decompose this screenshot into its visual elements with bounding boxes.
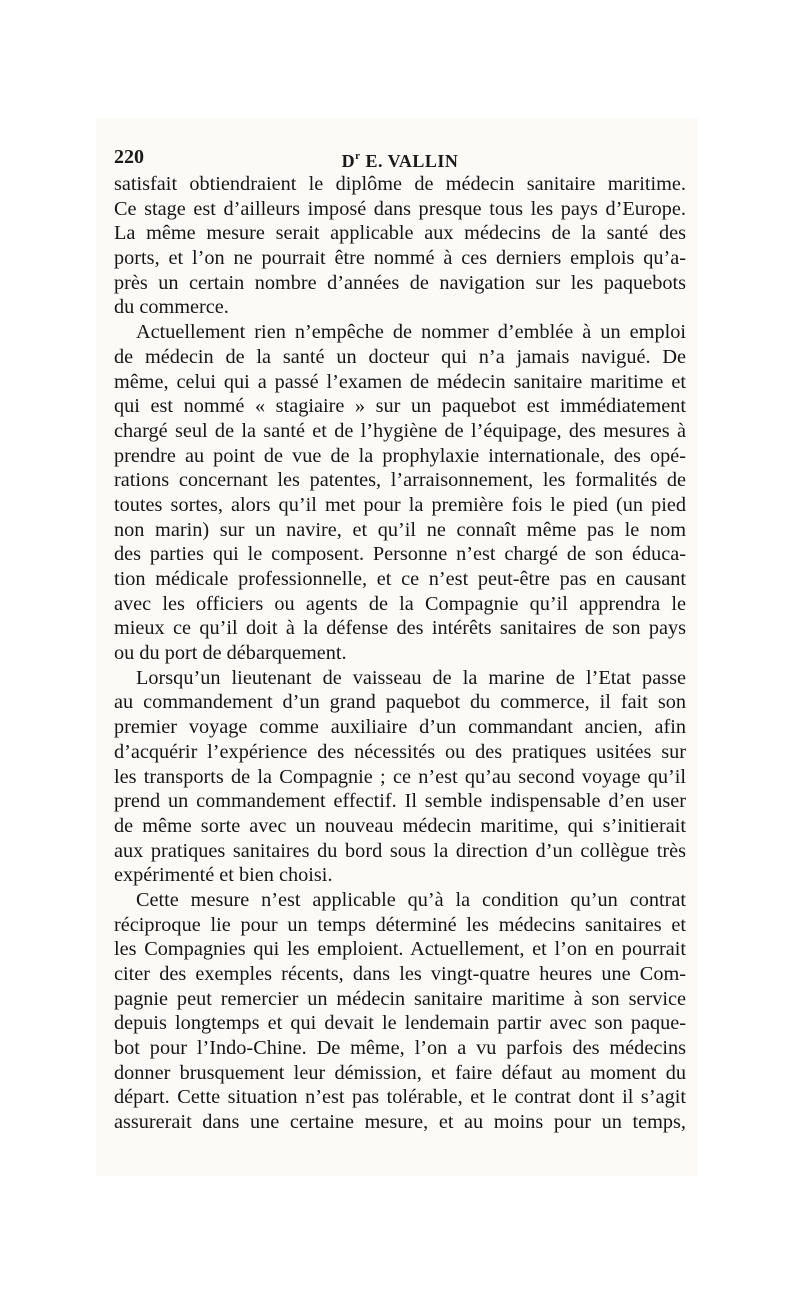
text-line: mieux ce qu’il doit à la défense des intérêts sanitaires de son pays bbox=[114, 617, 686, 640]
paragraph bbox=[114, 320, 686, 666]
text-line: départ. Cette situation n’est pas tolérable, et le contrat dont il s’agit bbox=[114, 1086, 686, 1109]
text-line: de médecin de la santé un docteur qui n’a jamais navigué. De bbox=[114, 345, 686, 368]
page-number: 220 bbox=[114, 146, 144, 168]
text-line: tion médicale professionnelle, et ce n’est peut-être pas en causant bbox=[114, 568, 686, 590]
text-line: pagnie peut remercier un médecin sanitaire maritime à son service bbox=[114, 987, 686, 1010]
text-line: qui est nommé « stagiaire » sur un paquebot est immédiatement bbox=[114, 395, 686, 418]
text-line: non marin) sur un navire, et qu’il ne connaît même pas le nom bbox=[114, 518, 686, 541]
text-line: prendre au point de vue de la prophylaxie internationale, des opé- bbox=[114, 444, 686, 467]
running-head bbox=[114, 143, 686, 175]
text-line: rations concernant les patentes, l’arraisonnement, les formalités de bbox=[114, 469, 686, 492]
text-line: au commandement d’un grand paquebot du commerce, il fait son bbox=[114, 691, 686, 714]
text-line: les Compagnies qui les emploient. Actuellement, et l’on en pourrait bbox=[114, 938, 686, 961]
text-line: toutes sortes, alors qu’il met pour la première fois le pied (un pied bbox=[114, 493, 686, 516]
text-line: La même mesure serait applicable aux médecins de la santé des bbox=[114, 222, 686, 245]
text-line: ports, et l’on ne pourrait être nommé à ces derniers emplois qu’a- bbox=[114, 247, 686, 270]
text-line: premier voyage comme auxiliaire d’un commandant ancien, afin bbox=[114, 716, 686, 739]
text-line: ou du port de débarquement. bbox=[114, 642, 347, 665]
text-line: avec les officiers ou agents de la Compagnie qu’il apprendra le bbox=[114, 592, 686, 615]
text-line: depuis longtemps et qui devait le lendemain partir avec son paque- bbox=[114, 1012, 686, 1035]
text-line: citer des exemples récents, dans les vingt-quatre heures une Com- bbox=[114, 963, 686, 985]
page-header bbox=[114, 143, 686, 171]
text-line: réciproque lie pour un temps déterminé les médecins sanitaires et bbox=[114, 913, 686, 936]
text-line: les transports de la Compagnie ; ce n’est qu’au second voyage qu’il bbox=[114, 765, 686, 788]
text-line: prend un commandement effectif. Il semble indispensable d’en user bbox=[114, 790, 686, 813]
text-line: même, celui qui a passé l’examen de médecin sanitaire maritime et bbox=[114, 370, 686, 393]
text-line: aux pratiques sanitaires du bord sous la direction d’un collègue très bbox=[114, 839, 686, 862]
author-prefix: D bbox=[341, 151, 356, 171]
text-line: Lorsqu’un lieutenant de vaisseau de la marine de l’Etat passe bbox=[136, 666, 686, 689]
text-line: de même sorte avec un nouveau médecin maritime, qui s’initierait bbox=[114, 814, 686, 837]
paragraph bbox=[114, 888, 686, 1135]
text-line: d’acquérir l’expérience des nécessités ou des pratiques usitées sur bbox=[114, 740, 686, 763]
text-line: Ce stage est d’ailleurs imposé dans presque tous les pays d’Europe. bbox=[114, 197, 686, 220]
text-line: des parties qui le composent. Personne n’est chargé de son éduca- bbox=[114, 543, 686, 566]
text-line: assurerait dans une certaine mesure, et au moins pour un temps, bbox=[114, 1111, 686, 1134]
paragraph bbox=[114, 172, 686, 320]
paragraph bbox=[114, 666, 686, 888]
body-text bbox=[114, 172, 686, 1135]
text-line: Actuellement rien n’empêche de nommer d’emblée à un emploi bbox=[136, 321, 686, 344]
text-line: expérimenté et bien choisi. bbox=[114, 864, 333, 887]
author-name: E. VALLIN bbox=[365, 151, 459, 171]
text-line: chargé seul de la santé et de l’hygiène de l’équipage, des mesures à bbox=[114, 419, 686, 442]
author-superscript: r bbox=[355, 150, 361, 162]
text-line: satisfait obtiendraient le diplôme de médecin sanitaire maritime. bbox=[114, 173, 686, 195]
text-line: près un certain nombre d’années de navigation sur les paquebots bbox=[114, 271, 686, 294]
text-line: bot pour l’Indo-Chine. De même, l’on a vu parfois des médecins bbox=[114, 1037, 686, 1060]
text-line: du commerce. bbox=[114, 296, 229, 319]
text-line: donner brusquement leur démission, et faire défaut au moment du bbox=[114, 1061, 686, 1084]
text-line: Cette mesure n’est applicable qu’à la condition qu’un contrat bbox=[136, 888, 686, 911]
